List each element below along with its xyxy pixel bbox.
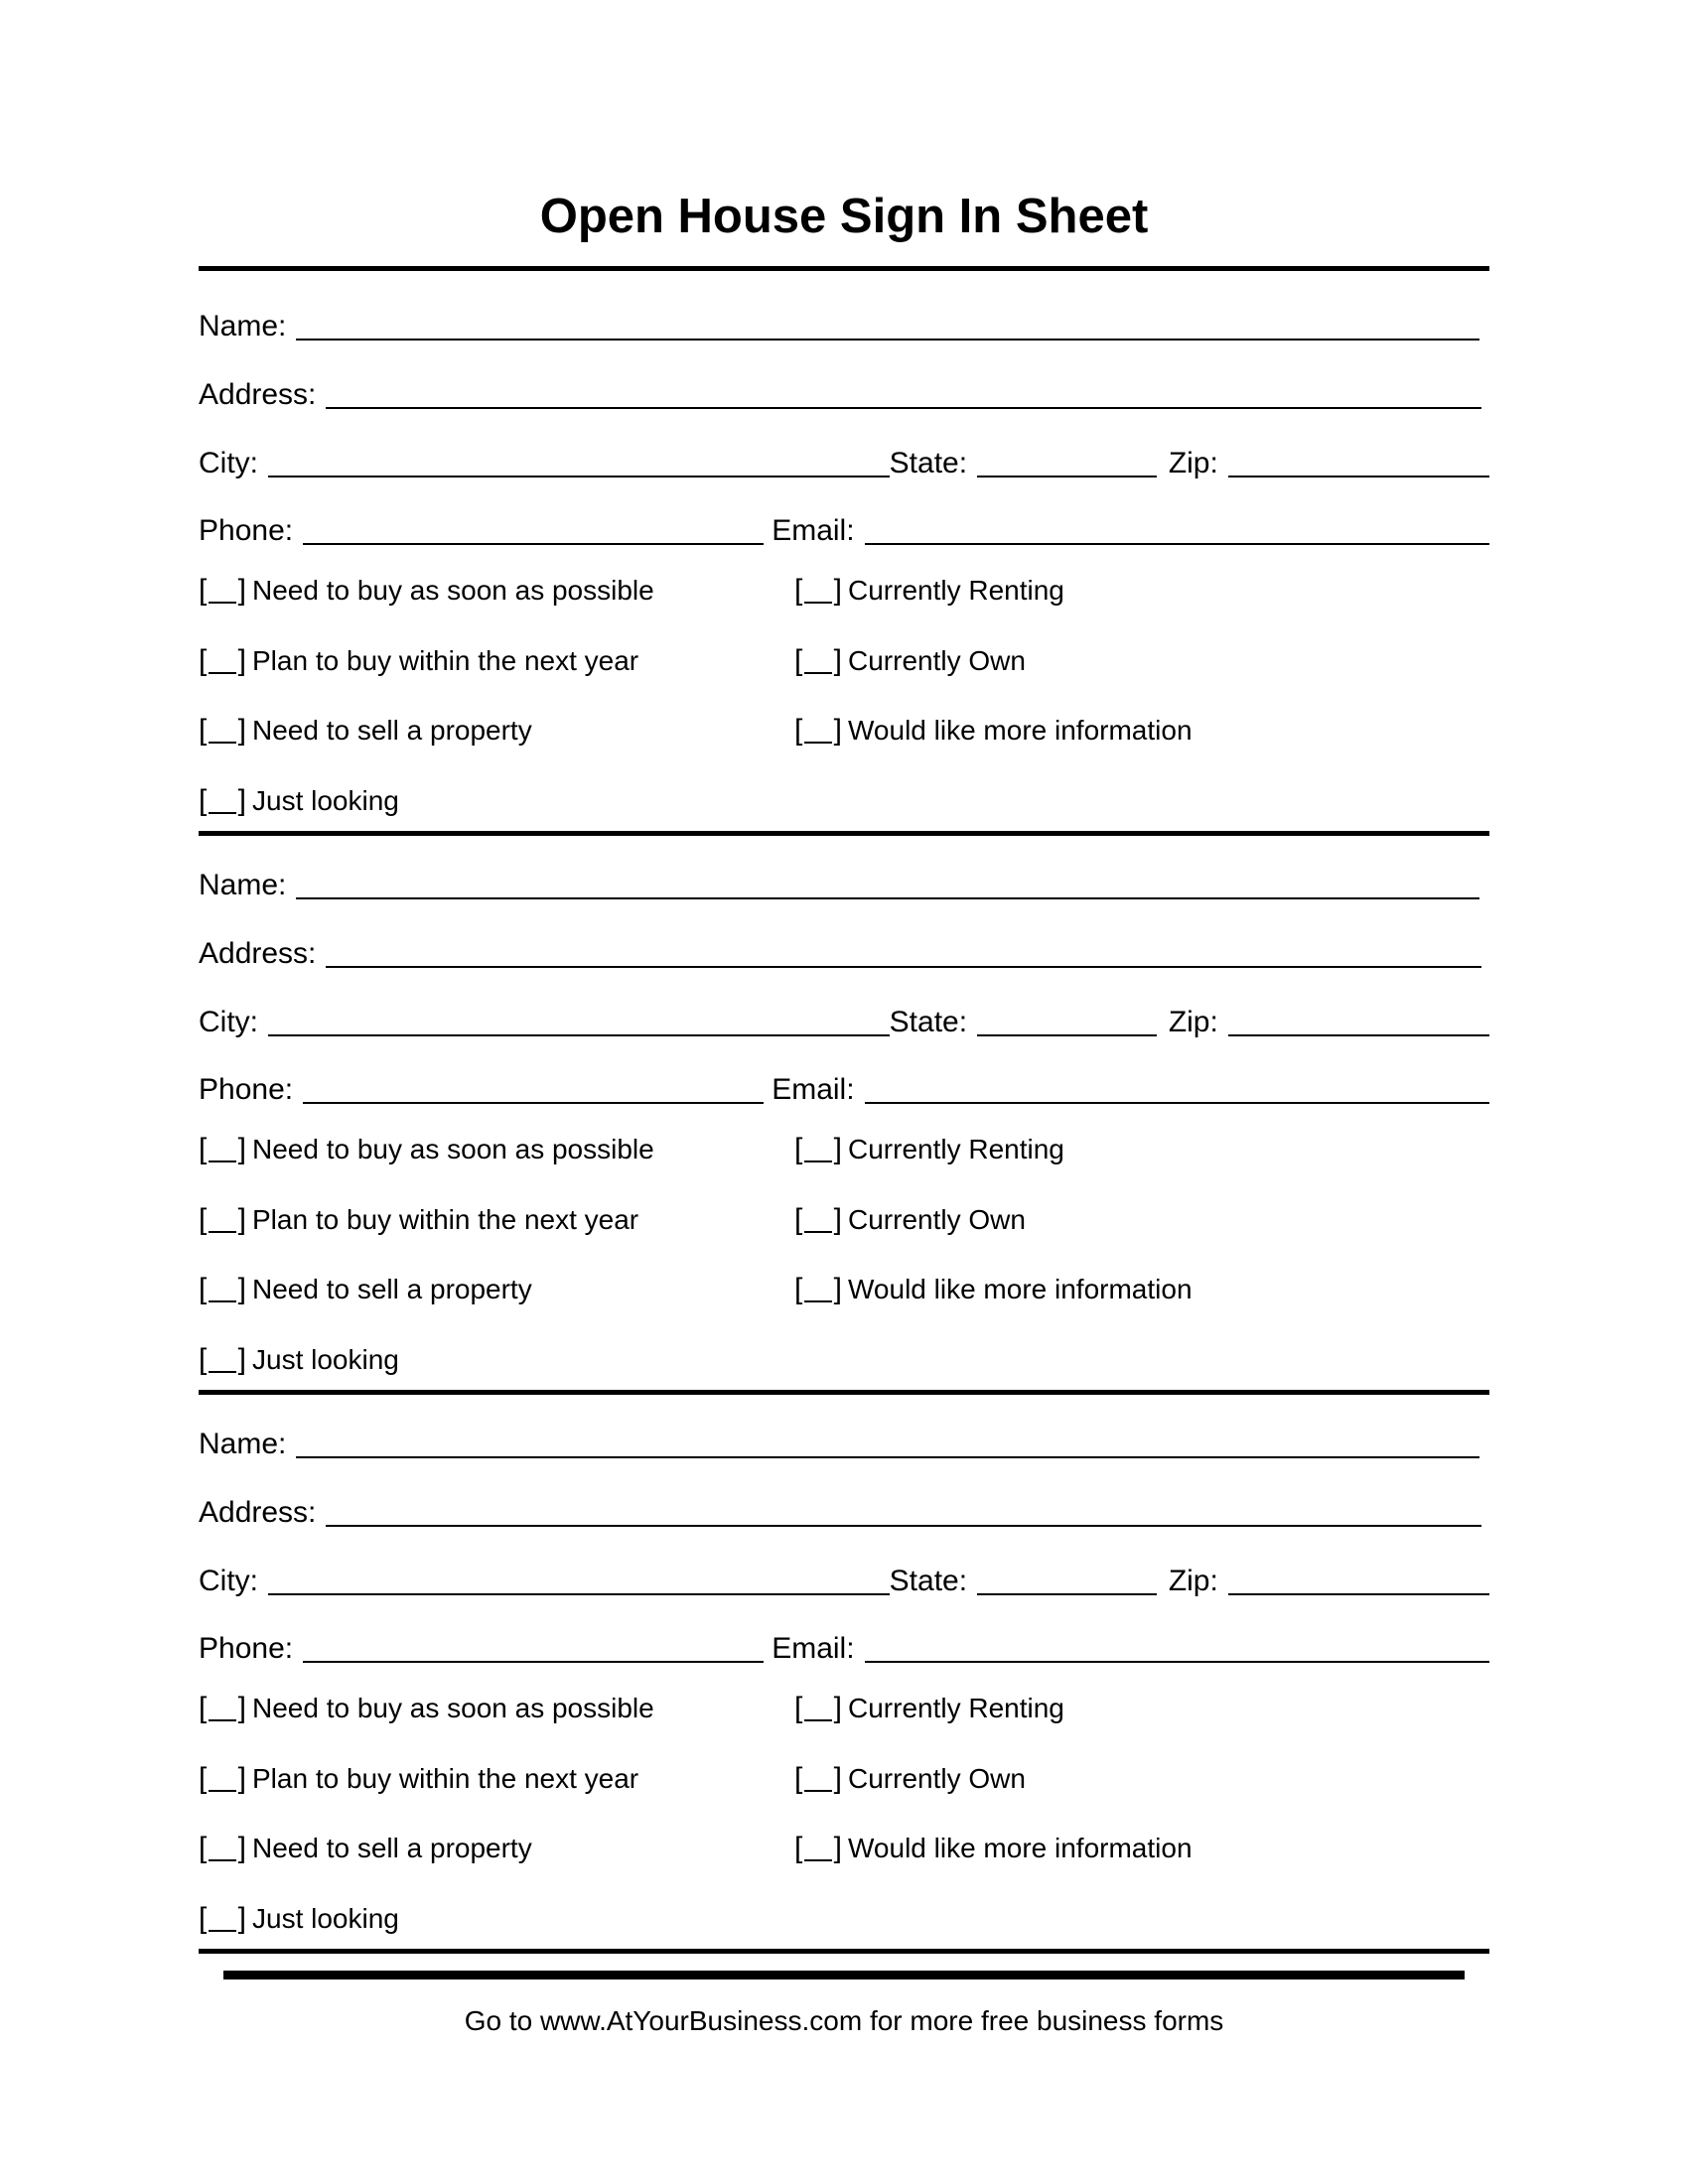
option-label: Just looking — [252, 1344, 399, 1375]
sign-in-entry — [199, 834, 1489, 1390]
option-just-looking — [199, 1901, 399, 1937]
option-buy-next-year — [199, 643, 638, 679]
option-currently-renting — [794, 573, 1064, 609]
option-more-info — [794, 1272, 1193, 1307]
state-field[interactable] — [977, 1005, 1157, 1036]
option-currently-own — [794, 1202, 1026, 1238]
email-field[interactable] — [865, 513, 1489, 545]
city-state-zip-row — [199, 1556, 1489, 1599]
zip-label: Zip: — [1168, 1565, 1218, 1597]
address-label: Address: — [199, 1496, 317, 1529]
checkbox[interactable] — [794, 1275, 842, 1304]
option-label: Need to sell a property — [252, 1833, 532, 1863]
phone-email-row — [199, 1064, 1489, 1108]
zip-field[interactable] — [1228, 446, 1489, 478]
option-buy-asap — [199, 1132, 654, 1167]
option-label: Would like more information — [848, 1274, 1193, 1304]
city-label: City: — [199, 1565, 258, 1597]
email-field[interactable] — [865, 1072, 1489, 1104]
title-divider — [199, 266, 1489, 271]
state-label: State: — [889, 447, 968, 479]
address-field[interactable] — [326, 377, 1481, 409]
email-label: Email: — [772, 1632, 855, 1665]
address-field[interactable] — [326, 1495, 1481, 1527]
checkbox[interactable] — [199, 1764, 246, 1794]
page-title: Open House Sign In Sheet — [539, 190, 1149, 243]
state-field[interactable] — [977, 446, 1157, 478]
option-label: Just looking — [252, 1903, 399, 1934]
address-label: Address: — [199, 937, 317, 970]
checkbox[interactable] — [199, 1834, 246, 1863]
email-label: Email: — [772, 1073, 855, 1106]
option-currently-own — [794, 643, 1026, 679]
address-row — [199, 928, 1489, 972]
name-label: Name: — [199, 310, 287, 342]
option-just-looking — [199, 783, 399, 819]
option-label: Need to buy as soon as possible — [252, 1693, 654, 1723]
option-just-looking — [199, 1342, 399, 1378]
name-label: Name: — [199, 1428, 287, 1460]
phone-label: Phone: — [199, 514, 294, 547]
option-label: Need to sell a property — [252, 1274, 532, 1304]
zip-field[interactable] — [1228, 1564, 1489, 1595]
city-label: City: — [199, 1006, 258, 1038]
checkbox[interactable] — [794, 1764, 842, 1794]
checkbox[interactable] — [199, 1205, 246, 1235]
footer-text: Go to www.AtYourBusiness.com for more free business forms — [464, 2005, 1224, 2036]
option-buy-asap — [199, 573, 654, 609]
city-field[interactable] — [268, 446, 890, 478]
checkbox[interactable] — [794, 716, 842, 746]
footer-divider — [223, 1971, 1465, 1979]
option-label: Just looking — [252, 785, 399, 816]
name-row — [199, 860, 1489, 903]
option-more-info — [794, 1831, 1193, 1866]
zip-label: Zip: — [1168, 447, 1218, 479]
option-label: Would like more information — [848, 1833, 1193, 1863]
name-row — [199, 1419, 1489, 1462]
city-field[interactable] — [268, 1005, 890, 1036]
option-currently-own — [794, 1761, 1026, 1797]
option-sell-property — [199, 713, 532, 749]
email-field[interactable] — [865, 1631, 1489, 1663]
phone-email-row — [199, 505, 1489, 549]
checkbox[interactable] — [199, 1135, 246, 1164]
email-label: Email: — [772, 514, 855, 547]
checkbox[interactable] — [794, 576, 842, 606]
city-field[interactable] — [268, 1564, 890, 1595]
checkbox[interactable] — [794, 1135, 842, 1164]
address-row — [199, 1487, 1489, 1531]
checkbox[interactable] — [794, 1694, 842, 1723]
name-label: Name: — [199, 869, 287, 901]
option-label: Would like more information — [848, 715, 1193, 746]
checkbox[interactable] — [199, 1904, 246, 1934]
option-label: Plan to buy within the next year — [252, 1763, 639, 1794]
option-label: Plan to buy within the next year — [252, 1204, 639, 1235]
option-buy-next-year — [199, 1761, 638, 1797]
phone-field[interactable] — [303, 1072, 764, 1104]
option-label: Currently Renting — [848, 575, 1064, 606]
address-field[interactable] — [326, 936, 1481, 968]
entry-divider — [199, 1949, 1489, 1954]
checkbox[interactable] — [199, 716, 246, 746]
sign-in-entry — [199, 1393, 1489, 1949]
option-label: Need to sell a property — [252, 715, 532, 746]
checkbox[interactable] — [199, 786, 246, 816]
phone-label: Phone: — [199, 1632, 294, 1665]
checkbox[interactable] — [199, 646, 246, 676]
option-label: Currently Renting — [848, 1134, 1064, 1164]
phone-email-row — [199, 1623, 1489, 1667]
option-buy-next-year — [199, 1202, 638, 1238]
name-field[interactable] — [296, 868, 1479, 899]
checkbox[interactable] — [199, 1345, 246, 1375]
phone-field[interactable] — [303, 513, 764, 545]
zip-label: Zip: — [1168, 1006, 1218, 1038]
option-label: Currently Own — [848, 1763, 1026, 1794]
address-label: Address: — [199, 378, 317, 411]
phone-label: Phone: — [199, 1073, 294, 1106]
city-state-zip-row — [199, 438, 1489, 481]
option-sell-property — [199, 1831, 532, 1866]
zip-field[interactable] — [1228, 1005, 1489, 1036]
phone-field[interactable] — [303, 1631, 764, 1663]
option-label: Currently Own — [848, 645, 1026, 676]
state-label: State: — [889, 1006, 968, 1038]
name-field[interactable] — [296, 309, 1479, 341]
option-buy-asap — [199, 1691, 654, 1726]
option-label: Need to buy as soon as possible — [252, 1134, 654, 1164]
checkbox[interactable] — [199, 1694, 246, 1723]
option-currently-renting — [794, 1691, 1064, 1726]
checkbox[interactable] — [794, 1205, 842, 1235]
option-label: Currently Renting — [848, 1693, 1064, 1723]
state-field[interactable] — [977, 1564, 1157, 1595]
name-field[interactable] — [296, 1427, 1479, 1458]
name-row — [199, 301, 1489, 344]
option-more-info — [794, 713, 1193, 749]
state-label: State: — [889, 1565, 968, 1597]
sign-in-entry — [199, 275, 1489, 831]
checkbox[interactable] — [199, 1275, 246, 1304]
checkbox[interactable] — [794, 646, 842, 676]
address-row — [199, 369, 1489, 413]
option-label: Currently Own — [848, 1204, 1026, 1235]
option-label: Plan to buy within the next year — [252, 645, 639, 676]
option-currently-renting — [794, 1132, 1064, 1167]
option-sell-property — [199, 1272, 532, 1307]
city-state-zip-row — [199, 997, 1489, 1040]
checkbox[interactable] — [794, 1834, 842, 1863]
option-label: Need to buy as soon as possible — [252, 575, 654, 606]
city-label: City: — [199, 447, 258, 479]
checkbox[interactable] — [199, 576, 246, 606]
